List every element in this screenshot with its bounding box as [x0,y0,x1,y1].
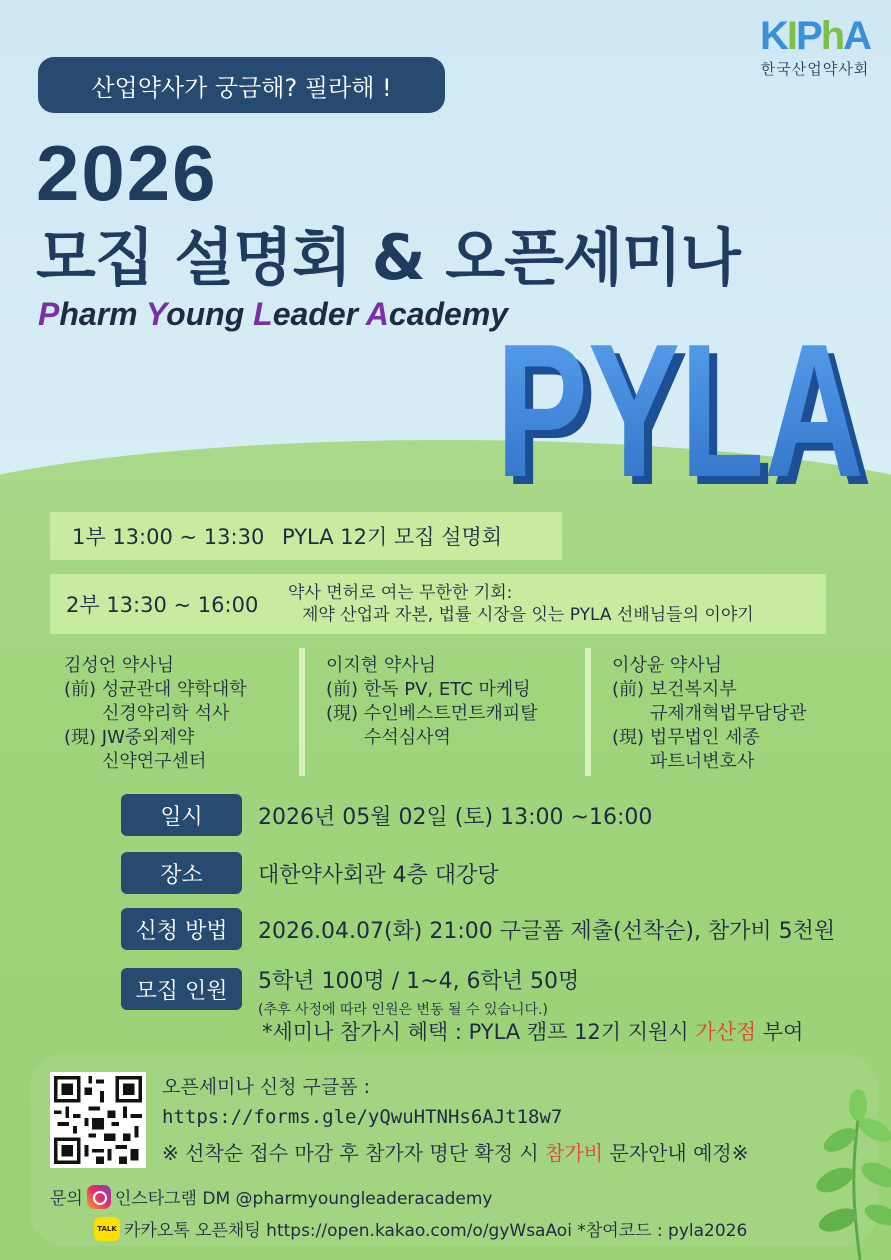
speaker-name: 김성언 약사님 [64,655,175,676]
benefit-highlight: 가산점 [695,1020,757,1044]
qr-code-icon[interactable] [50,1072,146,1168]
apply-value: 2026.04.07(화) 21:00 구글폼 제출(선착순), 참가비 5천원 [258,918,836,944]
speaker-card [612,654,807,774]
event-year: 2026 [36,129,218,217]
part1-time: 1부 13:00 ~ 13:30 [72,525,265,549]
contact-kakao [94,1216,747,1241]
speaker-career: 수석심사역 [364,727,451,748]
notice-highlight: 참가비 [545,1141,604,1165]
fee-notice [162,1138,748,1168]
notice-text: ※ 선착순 접수 마감 후 참가자 명단 확정 시 [162,1141,546,1165]
subtitle-word: harm [59,296,146,332]
kakao-link[interactable]: 카카오톡 오픈채팅 https://open.kakao.com/o/gyWsaAoi *참여코드 : pyla2026 [124,1221,748,1241]
speaker-card [64,654,247,774]
speaker-career: (現) 수인베스트먼트캐피탈 [326,703,538,724]
part1-topic: PYLA 12기 모집 설명회 [282,525,503,549]
instagram-link[interactable]: 인스타그램 DM @pharmyoungleaderacademy [114,1189,493,1209]
speaker-career: 규제개혁법무담당관 [650,703,807,724]
subtitle-initial-y: Y [145,296,167,332]
contact-instagram [50,1184,492,1209]
date-value: 2026년 05월 02일 (토) 13:00 ~16:00 [258,804,653,830]
instagram-icon [87,1185,111,1209]
speaker-card [326,654,538,750]
info-apply-row [121,908,835,950]
speaker-career: (現) 법무법인 세종 [612,727,760,748]
date-badge: 일시 [121,794,242,836]
notice-text: 문자안내 예정※ [603,1141,749,1165]
info-quota-row [121,968,579,1019]
signup-info [162,1072,748,1168]
subtitle-initial-l: L [253,296,273,332]
quota-badge: 모집 인원 [121,968,242,1010]
place-value: 대한약사회관 4층 대강당 [258,862,499,888]
speaker-career: (前) 한독 PV, ETC 마케팅 [326,679,531,700]
speaker-name: 이지현 약사님 [326,655,437,676]
subtitle-initial-p: P [38,296,60,332]
benefit-text: *세미나 참가시 혜택 : PYLA 캠프 12기 지원시 [262,1020,696,1044]
place-badge: 장소 [121,852,242,894]
logo-org-name: 한국산업약사회 [760,60,870,78]
info-date-row [121,794,652,836]
speaker-career: (前) 성균관대 약학대학 [64,679,247,700]
part2-topic-line1: 약사 면허로 여는 무한한 기회: [288,583,513,603]
benefit-line [262,1016,803,1046]
pyla-3d-logo [490,318,880,498]
tagline-pill [38,57,445,113]
academy-name [38,296,508,333]
speaker-divider [585,648,591,776]
speaker-name: 이상윤 약사님 [612,655,723,676]
speaker-career: (前) 보건복지부 [612,679,737,700]
logo-mark: KIPhA [759,14,871,58]
pyla-shadow: PYLA [504,318,872,498]
speaker-career: 신약연구센터 [102,751,207,772]
subtitle-word: cademy [388,296,509,332]
form-label: 오픈세미나 신청 구글폼 : [162,1076,371,1098]
speaker-career: 신경약리학 석사 [102,703,230,724]
contact-label: 문의 [50,1189,83,1209]
benefit-text: 부여 [756,1020,804,1044]
subtitle-initial-a: A [365,296,389,332]
quota-note: (추후 사정에 따라 인원은 변동 될 수 있습니다.) [258,1002,548,1018]
part2-topic-line2: 제약 산업과 자본, 법률 시장을 잇는 PYLA 선배님들의 이야기 [302,605,754,625]
schedule-part1 [50,512,562,560]
page-title: 모집 설명회 & 오픈세미나 [36,221,740,294]
part2-time: 2부 13:30 ~ 16:00 [66,593,259,617]
tagline-text: 산업약사가 궁금해? 필라해 ! [91,73,392,102]
quota-value-block [258,964,579,1019]
leaf-icon [800,1080,891,1260]
subtitle-word: oung [166,296,254,332]
speaker-career: (現) JW중외제약 [64,727,195,748]
subtitle-word: eader [272,296,366,332]
part2-topic [288,582,754,626]
kakaotalk-icon: TALK [94,1217,120,1241]
form-url-link[interactable]: https://forms.gle/yQwuHTNHs6AJt18w7 [162,1106,563,1128]
kipha-logo [752,16,878,79]
speaker-career: 파트너변호사 [650,751,755,772]
info-place-row [121,852,499,894]
quota-value: 5학년 100명 / 1~4, 6학년 50명 [258,969,580,994]
apply-badge: 신청 방법 [121,908,242,950]
schedule-part2 [50,574,826,634]
speaker-divider [299,648,305,776]
pyla-text: PYLA [496,318,864,498]
